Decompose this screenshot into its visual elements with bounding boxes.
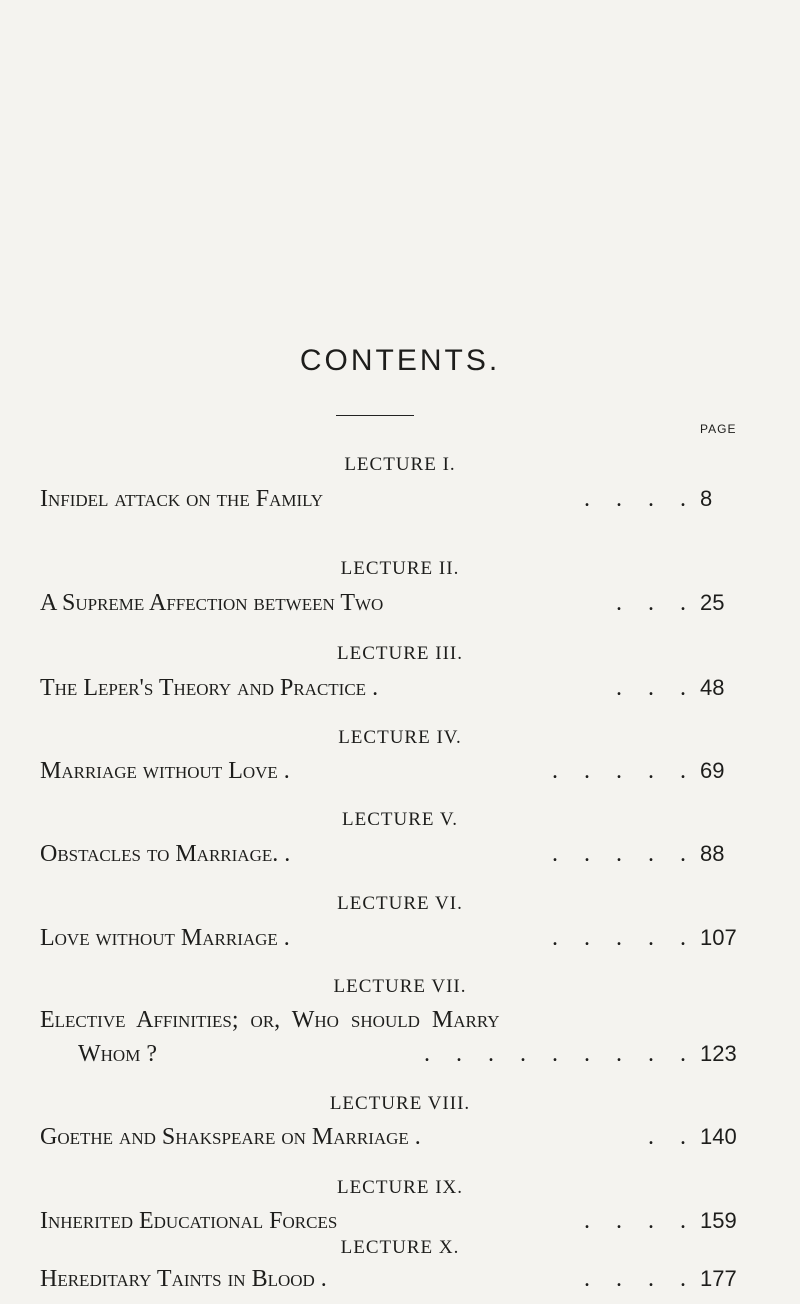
page-number: 177 bbox=[700, 1266, 737, 1291]
toc-entry bbox=[40, 1206, 740, 1236]
dot-leader: . . . bbox=[616, 590, 696, 616]
dot-leader: . . . . . bbox=[552, 841, 696, 867]
lecture-heading: LECTURE VIII. bbox=[329, 1093, 471, 1114]
page-number: 107 bbox=[700, 925, 737, 950]
lecture-heading: LECTURE VI. bbox=[337, 893, 463, 914]
lecture-heading: LECTURE IV. bbox=[338, 727, 462, 748]
page-number: 123 bbox=[700, 1041, 737, 1066]
lecture-heading: LECTURE VII. bbox=[333, 976, 467, 997]
toc-entry bbox=[78, 1039, 740, 1069]
lecture-heading: LECTURE V. bbox=[342, 809, 458, 830]
dot-leader: . . . . . bbox=[552, 925, 696, 951]
page-number: 48 bbox=[700, 675, 725, 700]
dot-leader: . . . . . . . . . bbox=[424, 1041, 696, 1067]
lecture-heading: LECTURE IX. bbox=[336, 1177, 464, 1198]
dot-leader: . . . . . bbox=[552, 758, 696, 784]
entry-title: A Supreme Affection between Two bbox=[40, 590, 384, 616]
toc-entry bbox=[40, 588, 740, 618]
dot-leader: . . . . bbox=[584, 1208, 696, 1234]
dot-leader: . . . . bbox=[584, 486, 696, 512]
entry-title: Goethe and Shakspeare on Marriage . bbox=[40, 1124, 421, 1150]
lecture-heading: LECTURE I. bbox=[344, 454, 456, 475]
page-number: 8 bbox=[700, 486, 713, 511]
entry-title: The Leper's Theory and Practice . bbox=[40, 675, 379, 701]
toc-entry bbox=[40, 923, 740, 953]
lecture-heading: LECTURE II. bbox=[340, 558, 460, 579]
entry-title: Whom ? bbox=[78, 1041, 157, 1067]
entry-title: Hereditary Taints in Blood . bbox=[40, 1266, 327, 1292]
lecture-heading: LECTURE X. bbox=[340, 1237, 460, 1258]
page-number: 140 bbox=[700, 1124, 737, 1149]
page-number: 69 bbox=[700, 758, 725, 783]
toc-entry bbox=[40, 1122, 740, 1152]
entry-title: Obstacles to Marriage. . bbox=[40, 841, 291, 867]
toc-entry bbox=[40, 673, 740, 703]
entry-title-line1: Elective Affinities; or, Who should Marry bbox=[40, 1007, 500, 1033]
page-column-label: PAGE bbox=[700, 422, 737, 436]
page-number: 159 bbox=[700, 1208, 737, 1233]
toc-entry bbox=[40, 1264, 740, 1294]
toc-entry bbox=[40, 756, 740, 786]
entry-title: Infidel attack on the Family bbox=[40, 486, 324, 512]
entry-title: Marriage without Love . bbox=[40, 758, 290, 784]
title-divider bbox=[336, 415, 414, 416]
page-number: 25 bbox=[700, 590, 725, 615]
dot-leader: . . bbox=[648, 1124, 696, 1150]
page-number: 88 bbox=[700, 841, 725, 866]
dot-leader: . . . bbox=[616, 675, 696, 701]
entry-title: Love without Marriage . bbox=[40, 925, 290, 951]
entry-title: Inherited Educational Forces bbox=[40, 1208, 338, 1234]
page-title: CONTENTS. bbox=[299, 344, 501, 377]
toc-entry bbox=[40, 839, 740, 869]
lecture-heading: LECTURE III. bbox=[337, 643, 463, 664]
dot-leader: . . . . bbox=[584, 1266, 696, 1292]
toc-entry bbox=[40, 484, 740, 514]
